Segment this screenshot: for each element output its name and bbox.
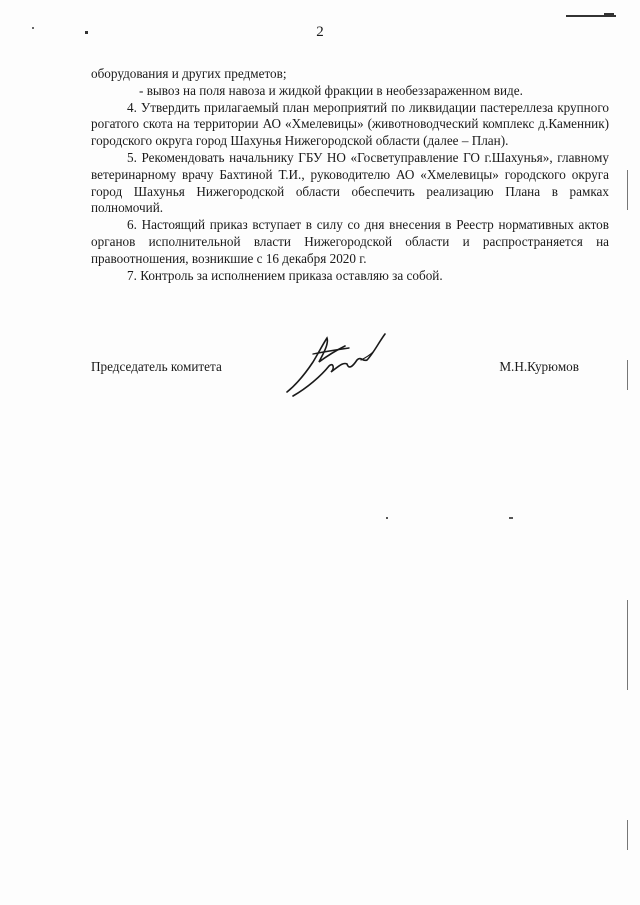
scan-edge-line xyxy=(627,820,628,850)
scan-edge-line xyxy=(627,360,628,390)
scan-speck xyxy=(32,27,34,29)
signer-name: М.Н.Курюмов xyxy=(499,359,579,374)
paragraph-equipment-continuation: оборудования и других предметов; xyxy=(91,66,287,81)
paragraph-item-4: 4. Утвердить прилагаемый план мероприятий по ликвидации пастереллеза крупного рогатого скота на территории АО «Хмелевицы» (животноводческий комплекс д.Каменник) городского округа город Шахунья Нижегородской области (далее – План). xyxy=(91,99,609,149)
signer-title: Председатель комитета xyxy=(91,359,222,374)
paragraph-item-7: 7. Контроль за исполнением приказа оставляю за собой. xyxy=(127,267,443,283)
scan-edge-line xyxy=(627,170,628,210)
paragraph-manure-removal: - вывоз на поля навоза и жидкой фракции в необеззараженном виде. xyxy=(139,82,523,98)
paragraph-item-5: 5. Рекомендовать начальнику ГБУ НО «Госветуправление ГО г.Шахунья», главному ветеринарному врачу Бахтиной Т.И., руководителю АО «Хмелевицы» городского округа город Шахунья Нижегородской области обеспечить реализацию Плана в рамках полномочий. xyxy=(91,149,609,216)
scan-speck xyxy=(85,31,88,34)
page-number: 2 xyxy=(316,24,324,40)
scan-mark-top-right-tick xyxy=(604,13,614,17)
handwritten-signature xyxy=(283,330,393,400)
scan-edge-line xyxy=(627,600,628,690)
document-body xyxy=(91,66,609,284)
scan-speck xyxy=(386,517,388,519)
paragraph-item-6: 6. Настоящий приказ вступает в силу со дня внесения в Реестр нормативных актов органов исполнительной власти Нижегородской области и распространяется на правоотношения, возникшие с 16 декабря 2020 г. xyxy=(91,217,609,266)
scan-speck xyxy=(509,517,513,519)
